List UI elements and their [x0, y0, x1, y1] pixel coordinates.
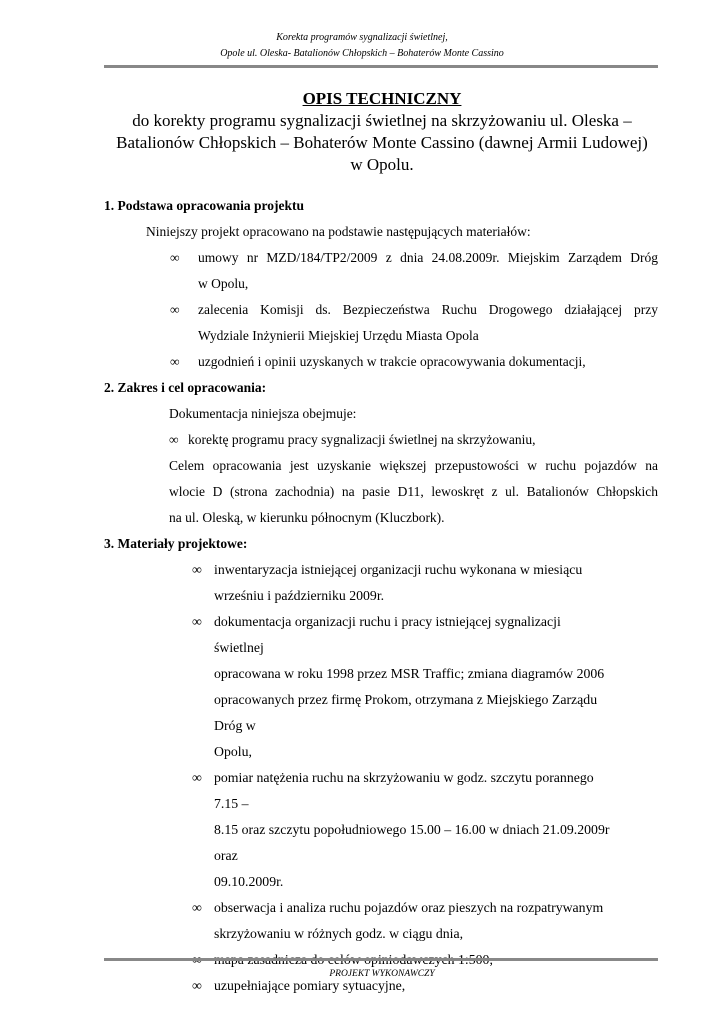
bullet-icon: ∞: [170, 250, 180, 265]
list-item-line: Opolu,: [214, 744, 252, 759]
bullet-icon: ∞: [192, 900, 202, 915]
list-item: [192, 895, 612, 947]
list-item: [104, 245, 658, 297]
list-item-line: uzupełniające pomiary sytuacyjne,: [214, 978, 406, 993]
section-2-intro: Dokumentacja niniejsza obejmuje:: [169, 406, 357, 421]
footer-rule: [104, 958, 658, 961]
section-1-heading: 1. Podstawa opracowania projektu: [104, 198, 305, 213]
list-item-line: zalecenia Komisji ds. Bezpieczeństwa Ruchu Drogowego działającej przy: [198, 302, 658, 317]
list-item: [192, 609, 612, 765]
title-sub-1: do korekty programu sygnalizacji świetlnej na skrzyżowaniu ul. Oleska –: [132, 111, 632, 130]
bullet-icon: ∞: [170, 302, 180, 317]
list-item-line: inwentaryzacja istniejącej organizacji ruchu wykonana w miesiącu: [214, 562, 583, 577]
list-item-line: 8.15 oraz szczytu popołudniowego 15.00 – 16.00 w dniach 21.09.2009r oraz: [214, 822, 610, 863]
bullet-icon: ∞: [170, 354, 180, 369]
title-main: OPIS TECHNICZNY: [302, 89, 462, 108]
goal-line: wlocie D (strona zachodnia) na pasie D11, lewoskręt z ul. Batalionów Chłopskich: [169, 484, 658, 499]
bullet-icon: ∞: [192, 770, 202, 785]
header-rule: [104, 65, 658, 68]
section-2-heading: 2. Zakres i cel opracowania:: [104, 380, 267, 395]
list-item-line: w Opolu,: [198, 276, 249, 291]
list-item-line: dokumentacja organizacji ruchu i pracy istniejącej sygnalizacji świetlnej: [214, 614, 561, 655]
bullet-icon: ∞: [192, 978, 202, 993]
section-3-heading: 3. Materiały projektowe:: [104, 536, 248, 551]
list-item-line: skrzyżowaniu w różnych godz. w ciągu dnia,: [214, 926, 464, 941]
bullet-icon: ∞: [192, 614, 202, 629]
bullet-icon: ∞: [169, 432, 179, 447]
goal-line: na ul. Oleską, w kierunku północnym (Kluczbork).: [169, 510, 445, 525]
page-header: [0, 30, 724, 62]
list-item-line: 09.10.2009r.: [214, 874, 284, 889]
page-footer: PROJEKT WYKONAWCZY: [329, 969, 435, 979]
section-2-goal: [104, 453, 658, 531]
list-item-line: obserwacja i analiza ruchu pojazdów oraz pieszych na rozpatrywanym: [214, 900, 604, 915]
list-item-line: Wydziale Inżynierii Miejskiej Urzędu Miasta Opola: [198, 328, 479, 343]
list-item: [104, 427, 658, 453]
title-sub-2: Batalionów Chłopskich – Bohaterów Monte Cassino (dawnej Armii Ludowej): [116, 133, 648, 152]
list-item-line: opracowana w roku 1998 przez MSR Traffic; zmiana diagramów 2006: [214, 666, 605, 681]
title-sub-3: w Opolu.: [350, 155, 414, 174]
document-body: [104, 193, 658, 999]
document-title: [0, 88, 724, 176]
list-item: [104, 297, 658, 349]
list-item-line: uzgodnień i opinii uzyskanych w trakcie opracowywania dokumentacji,: [198, 354, 586, 369]
list-item-line: pomiar natężenia ruchu na skrzyżowaniu w godz. szczytu porannego 7.15 –: [214, 770, 594, 811]
list-item-line: opracowanych przez firmę Prokom, otrzymana z Miejskiego Zarządu Dróg w: [214, 692, 598, 733]
bullet-icon: ∞: [192, 562, 202, 577]
goal-line: Celem opracowania jest uzyskanie większej przepustowości w ruchu pojazdów na: [169, 458, 658, 473]
section-1-intro: Niniejszy projekt opracowano na podstawie następujących materiałów:: [146, 224, 531, 239]
list-item-line: wrześniu i październiku 2009r.: [214, 588, 385, 603]
list-item: [192, 557, 612, 609]
list-item: [104, 349, 658, 375]
list-item-line: umowy nr MZD/184/TP2/2009 z dnia 24.08.2009r. Miejskim Zarządem Dróg: [198, 250, 658, 265]
list-item: [192, 765, 612, 895]
header-line-1: Korekta programów sygnalizacji świetlnej,: [276, 32, 448, 43]
section-3-list: [104, 557, 658, 999]
list-item-line: korektę programu pracy sygnalizacji świetlnej na skrzyżowaniu,: [188, 432, 536, 447]
header-line-2: Opole ul. Oleska- Batalionów Chłopskich – Bohaterów Monte Cassino: [220, 48, 504, 59]
